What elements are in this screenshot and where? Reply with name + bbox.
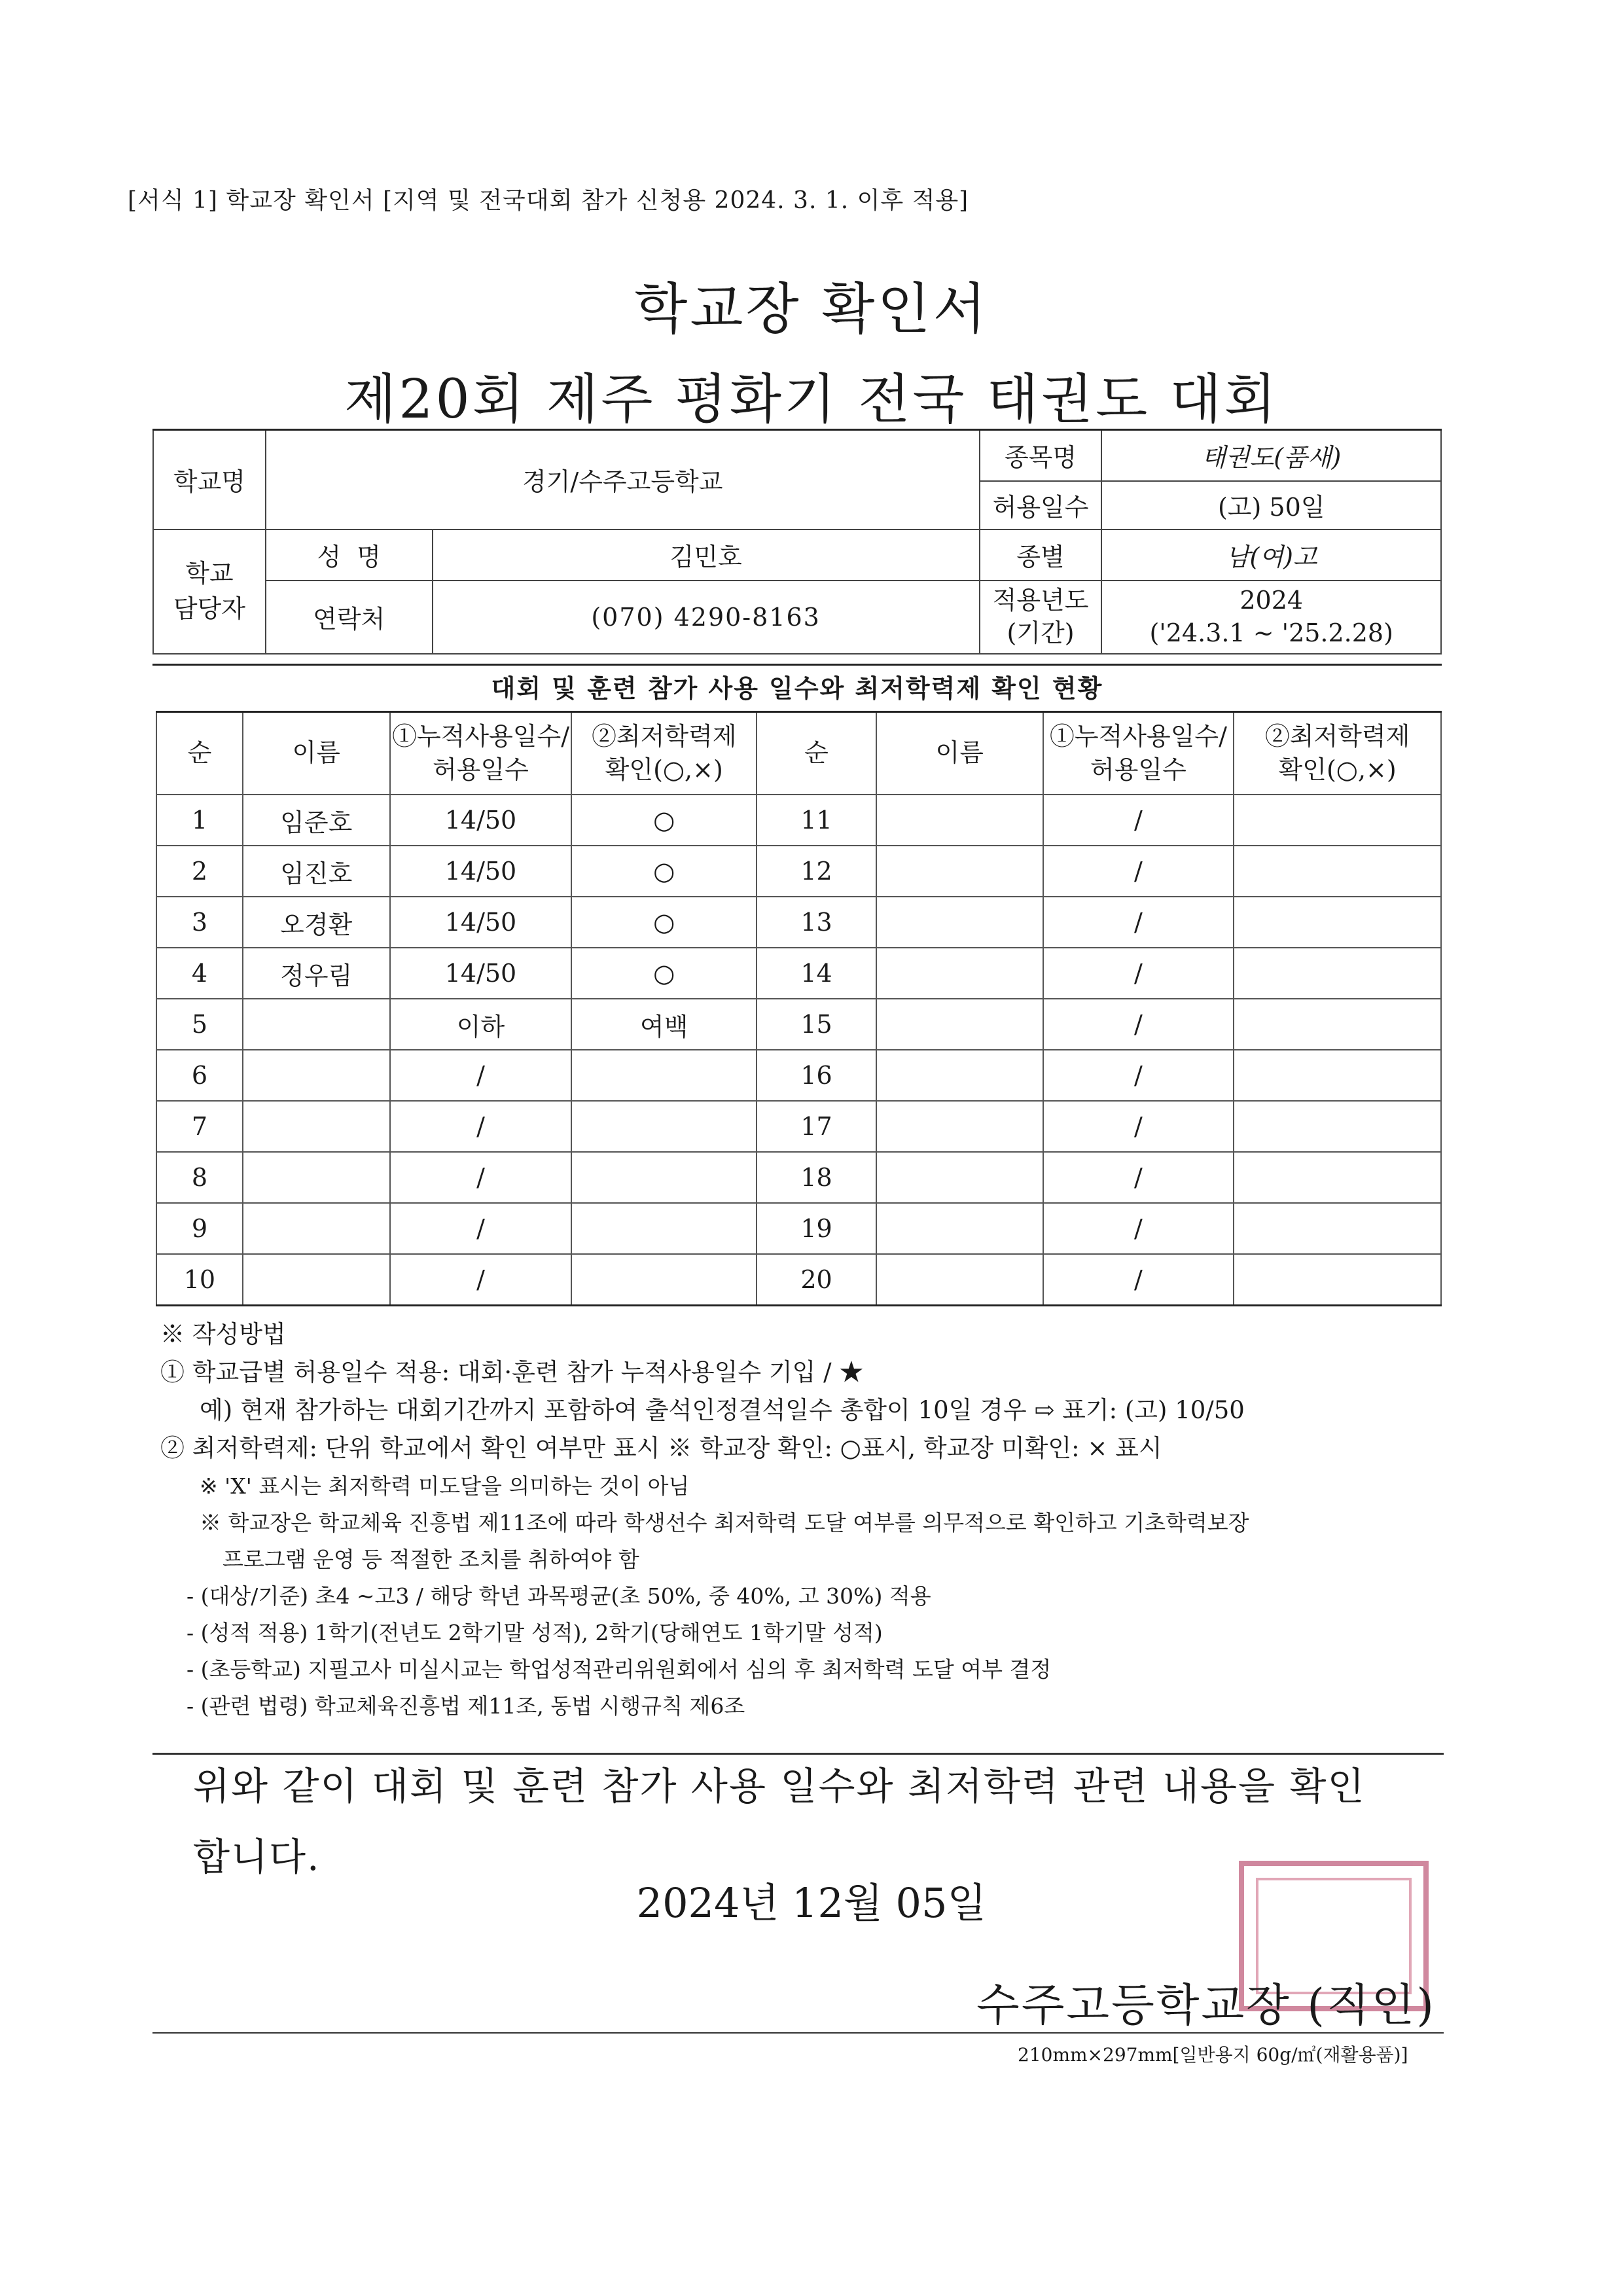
cell-check xyxy=(1234,846,1441,897)
form-label: [서식 1] 학교장 확인서 [지역 및 전국대회 참가 신청용 2024. 3. 1. 이후 적용] xyxy=(128,187,969,214)
allowed-days-label: 허용일수 xyxy=(980,481,1102,529)
cell-name xyxy=(876,1254,1043,1306)
school-label: 학교명 xyxy=(153,430,266,529)
period-value xyxy=(1101,581,1441,654)
header-check: ②최저학력제 확인(○,×) xyxy=(1234,712,1441,795)
header-days: ①누적사용일수/ 허용일수 xyxy=(390,712,572,795)
cell-name xyxy=(876,897,1043,948)
cell-days: / xyxy=(1043,1203,1234,1254)
table-row xyxy=(156,1254,1441,1306)
header-days: ①누적사용일수/ 허용일수 xyxy=(1043,712,1234,795)
note-1: ① 학교급별 허용일수 적용: 대회·훈련 참가 누적사용일수 기입 / ★ xyxy=(160,1358,864,1386)
cell-name: 임준호 xyxy=(243,795,390,846)
cell-check xyxy=(1234,1203,1441,1254)
cell-check: ○ xyxy=(571,846,757,897)
cell-no: 16 xyxy=(757,1050,876,1101)
cell-days: 14/50 xyxy=(390,948,572,999)
cell-days: / xyxy=(390,1203,572,1254)
cell-no: 17 xyxy=(757,1101,876,1152)
table-row xyxy=(156,897,1441,948)
cell-no: 5 xyxy=(156,999,243,1050)
cell-days: / xyxy=(1043,999,1234,1050)
cell-check xyxy=(1234,795,1441,846)
cell-name xyxy=(243,1101,390,1152)
cell-no: 2 xyxy=(156,846,243,897)
detail-1: - (대상/기준) 초4 ~고3 / 해당 학년 과목평균(초 50%, 중 40%, 고 30%) 적용 xyxy=(187,1583,931,1609)
cell-no: 3 xyxy=(156,897,243,948)
info-table xyxy=(152,429,1442,655)
cell-name xyxy=(876,846,1043,897)
cell-no: 9 xyxy=(156,1203,243,1254)
cell-no: 14 xyxy=(757,948,876,999)
cell-name xyxy=(243,1254,390,1306)
cell-days: / xyxy=(1043,1101,1234,1152)
cell-check xyxy=(1234,1050,1441,1101)
cell-no: 20 xyxy=(757,1254,876,1306)
event-label: 종목명 xyxy=(980,430,1102,481)
cell-name xyxy=(243,999,390,1050)
cell-days: / xyxy=(390,1101,572,1152)
cell-no: 1 xyxy=(156,795,243,846)
cell-days: / xyxy=(1043,948,1234,999)
cell-check: ○ xyxy=(571,795,757,846)
cell-no: 19 xyxy=(757,1203,876,1254)
cell-check xyxy=(571,1203,757,1254)
cell-check xyxy=(1234,999,1441,1050)
cell-days: 14/50 xyxy=(390,846,572,897)
note-2-b1: ※ 학교장은 학교체육 진흥법 제11조에 따라 학생선수 최저학력 도달 여부를 의무적으로 확인하고 기초학력보장 xyxy=(200,1510,1249,1535)
cell-check xyxy=(1234,1152,1441,1203)
cell-days: / xyxy=(1043,795,1234,846)
table-row xyxy=(156,1203,1441,1254)
cell-days: / xyxy=(390,1254,572,1306)
school-value: 경기/수주고등학교 xyxy=(266,430,980,529)
allowed-days-value: (고) 50일 xyxy=(1101,481,1441,529)
gender-value: 남(여)고 xyxy=(1101,529,1441,581)
table-row xyxy=(156,999,1441,1050)
cell-name xyxy=(243,1203,390,1254)
cell-name: 정우림 xyxy=(243,948,390,999)
cell-check xyxy=(571,1050,757,1101)
event-value: 태권도(품새) xyxy=(1101,430,1441,481)
confirm-statement: 위와 같이 대회 및 훈련 참가 사용 일수와 최저학력 관련 내용을 확인 xyxy=(193,1764,1366,1808)
note-2-a: ※ 'X' 표시는 최저학력 미도달을 의미하는 것이 아님 xyxy=(200,1473,690,1499)
table-row xyxy=(156,795,1441,846)
document-title: 학교장 확인서 xyxy=(634,277,989,341)
cell-no: 18 xyxy=(757,1152,876,1203)
cell-check: ○ xyxy=(571,948,757,999)
cell-days: / xyxy=(1043,1152,1234,1203)
cell-no: 8 xyxy=(156,1152,243,1203)
cell-days: / xyxy=(1043,1050,1234,1101)
phone-value: (070) 4290-8163 xyxy=(433,581,980,654)
note-2: ② 최저학력제: 단위 학교에서 확인 여부만 표시 ※ 학교장 확인: ○표시, 학교장 미확인: × 표시 xyxy=(160,1434,1162,1462)
cell-check xyxy=(571,1254,757,1306)
cell-days: 14/50 xyxy=(390,795,572,846)
cell-no: 7 xyxy=(156,1101,243,1152)
period-range: ('24.3.1 ~ '25.2.28) xyxy=(1149,618,1393,647)
cell-days: / xyxy=(1043,846,1234,897)
cell-name xyxy=(876,1050,1043,1101)
confirm-statement-end: 합니다. xyxy=(193,1835,321,1879)
cell-days: 14/50 xyxy=(390,897,572,948)
cell-no: 11 xyxy=(757,795,876,846)
detail-3: - (초등학교) 지필고사 미실시교는 학업성적관리위원회에서 심의 후 최저학력 도달 여부 결정 xyxy=(187,1657,1052,1682)
note-2-b2: 프로그램 운영 등 적절한 조치를 취하여야 함 xyxy=(223,1547,639,1572)
footer-divider xyxy=(152,2032,1444,2034)
cell-no: 10 xyxy=(156,1254,243,1306)
cell-name xyxy=(876,795,1043,846)
cell-check xyxy=(571,1101,757,1152)
contact-person-label: 학교 담당자 xyxy=(153,529,266,654)
period-label: 적용년도 (기간) xyxy=(980,581,1102,654)
table-row xyxy=(156,948,1441,999)
phone-label: 연락처 xyxy=(266,581,433,654)
cell-check: 여백 xyxy=(571,999,757,1050)
cell-check xyxy=(1234,948,1441,999)
gender-label: 종별 xyxy=(980,529,1102,581)
cell-name xyxy=(876,999,1043,1050)
cell-days: / xyxy=(390,1050,572,1101)
name-label: 성 명 xyxy=(266,529,433,581)
name-value: 김민호 xyxy=(433,529,980,581)
detail-2: - (성적 적용) 1학기(전년도 2학기말 성적), 2학기(당해연도 1학기말 성적) xyxy=(187,1620,883,1645)
period-year: 2024 xyxy=(1240,586,1304,615)
cell-no: 4 xyxy=(156,948,243,999)
cell-name: 오경환 xyxy=(243,897,390,948)
participation-table xyxy=(156,711,1442,1306)
divider xyxy=(152,1753,1444,1755)
cell-name xyxy=(243,1152,390,1203)
cell-days: / xyxy=(1043,897,1234,948)
cell-no: 6 xyxy=(156,1050,243,1101)
event-title: 제20회 제주 평화기 전국 태권도 대회 xyxy=(344,368,1279,431)
cell-check xyxy=(1234,1254,1441,1306)
cell-name xyxy=(876,1101,1043,1152)
cell-name xyxy=(243,1050,390,1101)
principal-signature: 수주고등학교장 (직인) xyxy=(976,1980,1436,2032)
detail-4: - (관련 법령) 학교체육진흥법 제11조, 동법 시행규칙 제6조 xyxy=(187,1693,745,1719)
cell-days: 이하 xyxy=(390,999,572,1050)
cell-check xyxy=(1234,897,1441,948)
cell-check xyxy=(571,1152,757,1203)
issue-date: 2024년 12월 05일 xyxy=(636,1879,987,1927)
table-row xyxy=(156,846,1441,897)
cell-name: 임진호 xyxy=(243,846,390,897)
header-no: 순 xyxy=(156,712,243,795)
header-name: 이름 xyxy=(876,712,1043,795)
table-row xyxy=(156,1101,1441,1152)
cell-no: 12 xyxy=(757,846,876,897)
table-caption: 대회 및 훈련 참가 사용 일수와 최저학력제 확인 현황 xyxy=(152,664,1442,711)
header-name: 이름 xyxy=(243,712,390,795)
cell-check: ○ xyxy=(571,897,757,948)
cell-name xyxy=(876,1152,1043,1203)
cell-days: / xyxy=(1043,1254,1234,1306)
table-row xyxy=(156,1050,1441,1101)
paper-spec: 210mm×297mm[일반용지 60g/㎡(재활용품)] xyxy=(1018,2044,1408,2066)
cell-days: / xyxy=(390,1152,572,1203)
cell-name xyxy=(876,948,1043,999)
notes-heading: ※ 작성방법 xyxy=(160,1320,286,1348)
cell-name xyxy=(876,1203,1043,1254)
cell-no: 13 xyxy=(757,897,876,948)
table-row xyxy=(156,1152,1441,1203)
note-1-example: 예) 현재 참가하는 대회기간까지 포함하여 출석인정결석일수 총합이 10일 경우 ⇨ 표기: (고) 10/50 xyxy=(200,1396,1245,1424)
cell-no: 15 xyxy=(757,999,876,1050)
header-no: 순 xyxy=(757,712,876,795)
cell-check xyxy=(1234,1101,1441,1152)
header-check: ②최저학력제 확인(○,×) xyxy=(571,712,757,795)
